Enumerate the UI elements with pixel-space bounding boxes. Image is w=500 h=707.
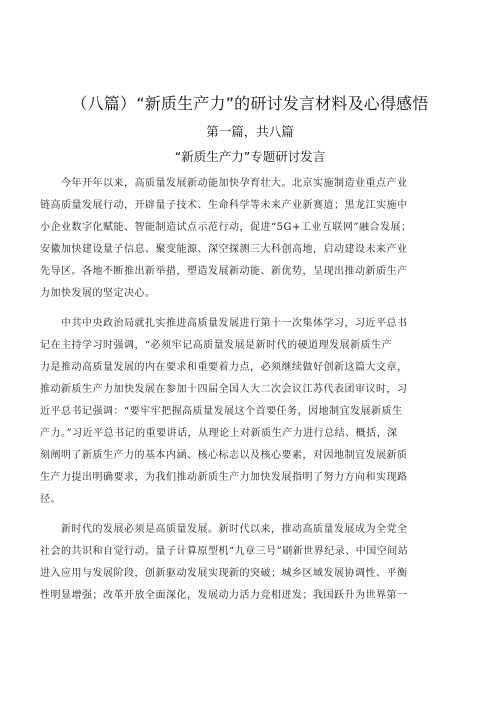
paragraph-line: 记在主持学习时强调，“必须牢记高质量发展是新时代的硬道理发展新质生产 (40, 340, 393, 351)
paragraph-line: 安徽加快建设量子信息、聚变能源、深空探测三大科创高地，启动建设未来产业 (40, 244, 408, 255)
paragraph-line: 力加快发展的坚定决心。 (40, 288, 156, 299)
paragraph-2 (40, 313, 460, 511)
paragraph-1 (40, 173, 460, 305)
section-heading: 第一篇，共八篇 (206, 124, 294, 139)
paragraph-line: 生产力提出明确要求，为我们推动新质生产力加快发展指明了努力方向和实现路 (40, 472, 408, 483)
paragraph-line: 进入应用与发展阶段，创新驱动发展实现新的突破；城乡区域发展协调性、平衡 (40, 568, 408, 579)
section-subtitle: “新质生产力”专题研讨发言 (174, 149, 326, 164)
paragraph-line: 社会的共识和自觉行动。量子计算原型机“九章三号”刷新世界纪录、中国空间站 (40, 546, 409, 557)
paragraph-line: 力是推动高质量发展的内在要求和重要着力点，必须继续做好创新这篇大文章， (40, 362, 408, 373)
paragraph-line: 刻阐明了新质生产力的基本内涵、核心标志以及核心要素，对因地制宜发展新质 (40, 450, 408, 461)
paragraph-line: 近平总书记强调：“要牢牢把握高质量发展这个首要任务，因地制宜发展新质生 (40, 406, 403, 417)
document-body (40, 173, 460, 615)
paragraph-line: 中共中央政治局就扎实推进高质量发展进行第十一次集体学习，习近平总书 (61, 318, 408, 329)
paragraph-line: 今年开年以来，高质量发展新动能加快孕育壮大。北京实施制造业重点产业 (61, 178, 408, 189)
paragraph-line: 先导区。各地不断推出新举措，塑造发展新动能、新优势，呈现出推动新质生产 (40, 266, 408, 277)
document-title: （八篇）“新质生产力”的研讨发言材料及心得感悟 (71, 94, 429, 113)
paragraph-line: 小企业数字化赋能、智能制造试点示范行动，促进“5G+工业互联网”融合发展； (40, 222, 412, 233)
paragraph-line: 链高质量发展行动，开辟量子技术、生命科学等未来产业新赛道；黑龙江实施中 (40, 200, 408, 211)
paragraph-line: 径。 (40, 494, 61, 505)
paragraph-line: 新时代的发展必须是高质量发展。新时代以来，推动高质量发展成为全党全 (61, 524, 408, 535)
paragraph-3 (40, 519, 460, 607)
paragraph-line: 性明显增强；改革开放全面深化，发展动力活力竞相迸发；我国跃升为世界第一 (40, 590, 408, 601)
paragraph-line: 产力。”习近平总书记的重要讲话，从理论上对新质生产力进行总结、概括，深 (40, 428, 398, 439)
paragraph-line: 推动新质生产力加快发展在参加十四届全国人大二次会议江苏代表团审议时，习 (40, 384, 408, 395)
